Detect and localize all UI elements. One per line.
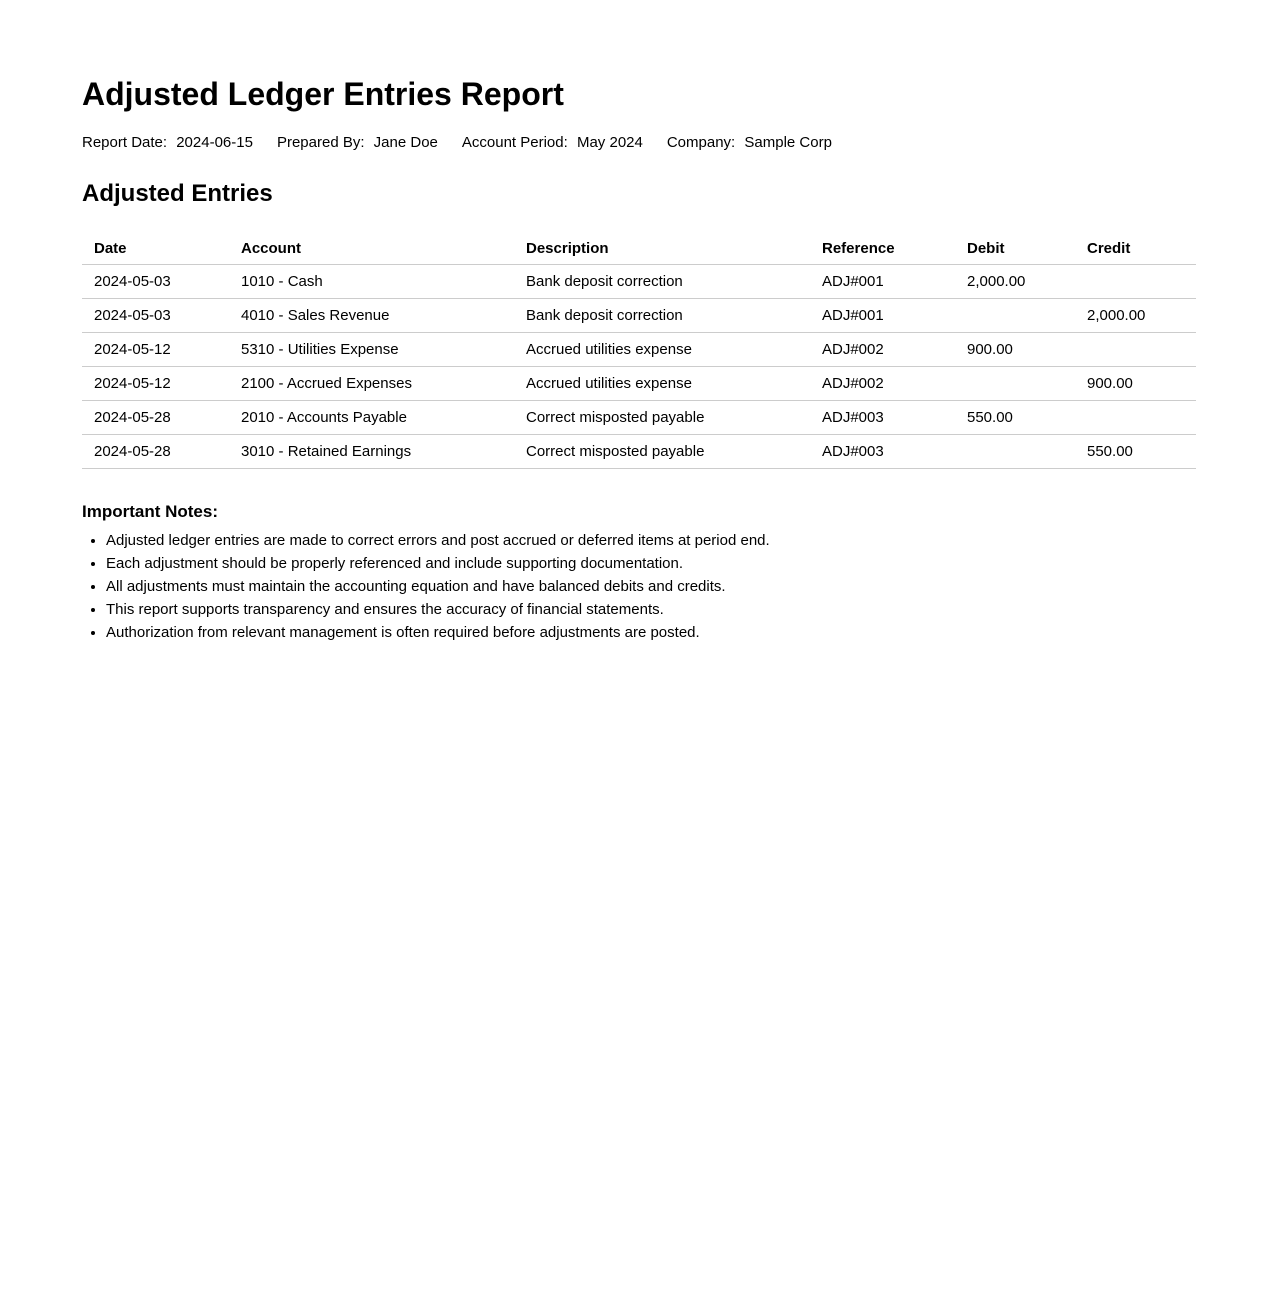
cell-credit [1075,265,1196,299]
cell-debit: 550.00 [955,401,1075,435]
cell-reference: ADJ#001 [810,265,955,299]
meta-prepared-by [277,134,438,152]
cell-date: 2024-05-28 [82,401,229,435]
column-header-credit: Credit [1075,233,1196,265]
cell-description: Bank deposit correction [514,265,810,299]
cell-description: Correct misposted payable [514,401,810,435]
cell-reference: ADJ#002 [810,333,955,367]
cell-account: 5310 - Utilities Expense [229,333,514,367]
cell-account: 4010 - Sales Revenue [229,299,514,333]
cell-debit [955,435,1075,469]
meta-value: Sample Corp [744,134,832,151]
important-notes-list [82,529,1196,644]
cell-date: 2024-05-03 [82,265,229,299]
table-row [82,265,1196,299]
list-item: • Each adjustment should be properly referenced and include supporting documentation. [106,552,1196,575]
meta-account-period [462,134,643,152]
cell-description: Bank deposit correction [514,299,810,333]
meta-label: Prepared By: [276,134,365,151]
cell-account: 3010 - Retained Earnings [229,435,514,469]
cell-debit: 2,000.00 [955,265,1075,299]
adjusted-entries-heading: Adjusted Entries [82,180,273,207]
column-header-account: Account [229,233,514,265]
table-row [82,435,1196,469]
cell-reference: ADJ#003 [810,401,955,435]
cell-credit [1075,401,1196,435]
cell-debit [955,299,1075,333]
cell-account: 2010 - Accounts Payable [229,401,514,435]
important-notes-heading: Important Notes: [82,502,218,521]
column-header-debit: Debit [955,233,1075,265]
meta-label: Company: [666,134,736,151]
meta-value: Jane Doe [373,134,438,151]
cell-credit: 2,000.00 [1075,299,1196,333]
cell-credit: 900.00 [1075,367,1196,401]
meta-company [667,134,832,152]
report-meta [82,134,1196,152]
cell-debit: 900.00 [955,333,1075,367]
cell-credit: 550.00 [1075,435,1196,469]
table-row [82,401,1196,435]
cell-description: Accrued utilities expense [514,367,810,401]
cell-reference: ADJ#001 [810,299,955,333]
list-item: • Adjusted ledger entries are made to correct errors and post accrued or deferred items at period end. [106,529,1196,552]
table-row [82,333,1196,367]
column-header-reference: Reference [810,233,955,265]
cell-reference: ADJ#002 [810,367,955,401]
column-header-date: Date [82,233,229,265]
report-title: Adjusted Ledger Entries Report [82,76,564,112]
report-page [0,0,1278,644]
cell-account: 2100 - Accrued Expenses [229,367,514,401]
list-item: • All adjustments must maintain the accounting equation and have balanced debits and credits. [106,575,1196,598]
table-header-row [82,233,1196,265]
cell-description: Accrued utilities expense [514,333,810,367]
cell-description: Correct misposted payable [514,435,810,469]
meta-value: 2024-06-15 [176,134,253,151]
cell-account: 1010 - Cash [229,265,514,299]
list-item: • This report supports transparency and ensures the accuracy of financial statements. [106,598,1196,621]
table-row [82,367,1196,401]
adjusted-entries-table [82,233,1196,469]
cell-date: 2024-05-12 [82,367,229,401]
cell-reference: ADJ#003 [810,435,955,469]
cell-debit [955,367,1075,401]
meta-label: Account Period: [461,134,568,151]
cell-date: 2024-05-03 [82,299,229,333]
meta-value: May 2024 [576,134,643,151]
column-header-description: Description [514,233,810,265]
meta-report-date [82,134,253,152]
table-row [82,299,1196,333]
list-item: • Authorization from relevant management is often required before adjustments are posted. [106,621,1196,644]
cell-credit [1075,333,1196,367]
meta-label: Report Date: [82,134,168,151]
cell-date: 2024-05-12 [82,333,229,367]
cell-date: 2024-05-28 [82,435,229,469]
